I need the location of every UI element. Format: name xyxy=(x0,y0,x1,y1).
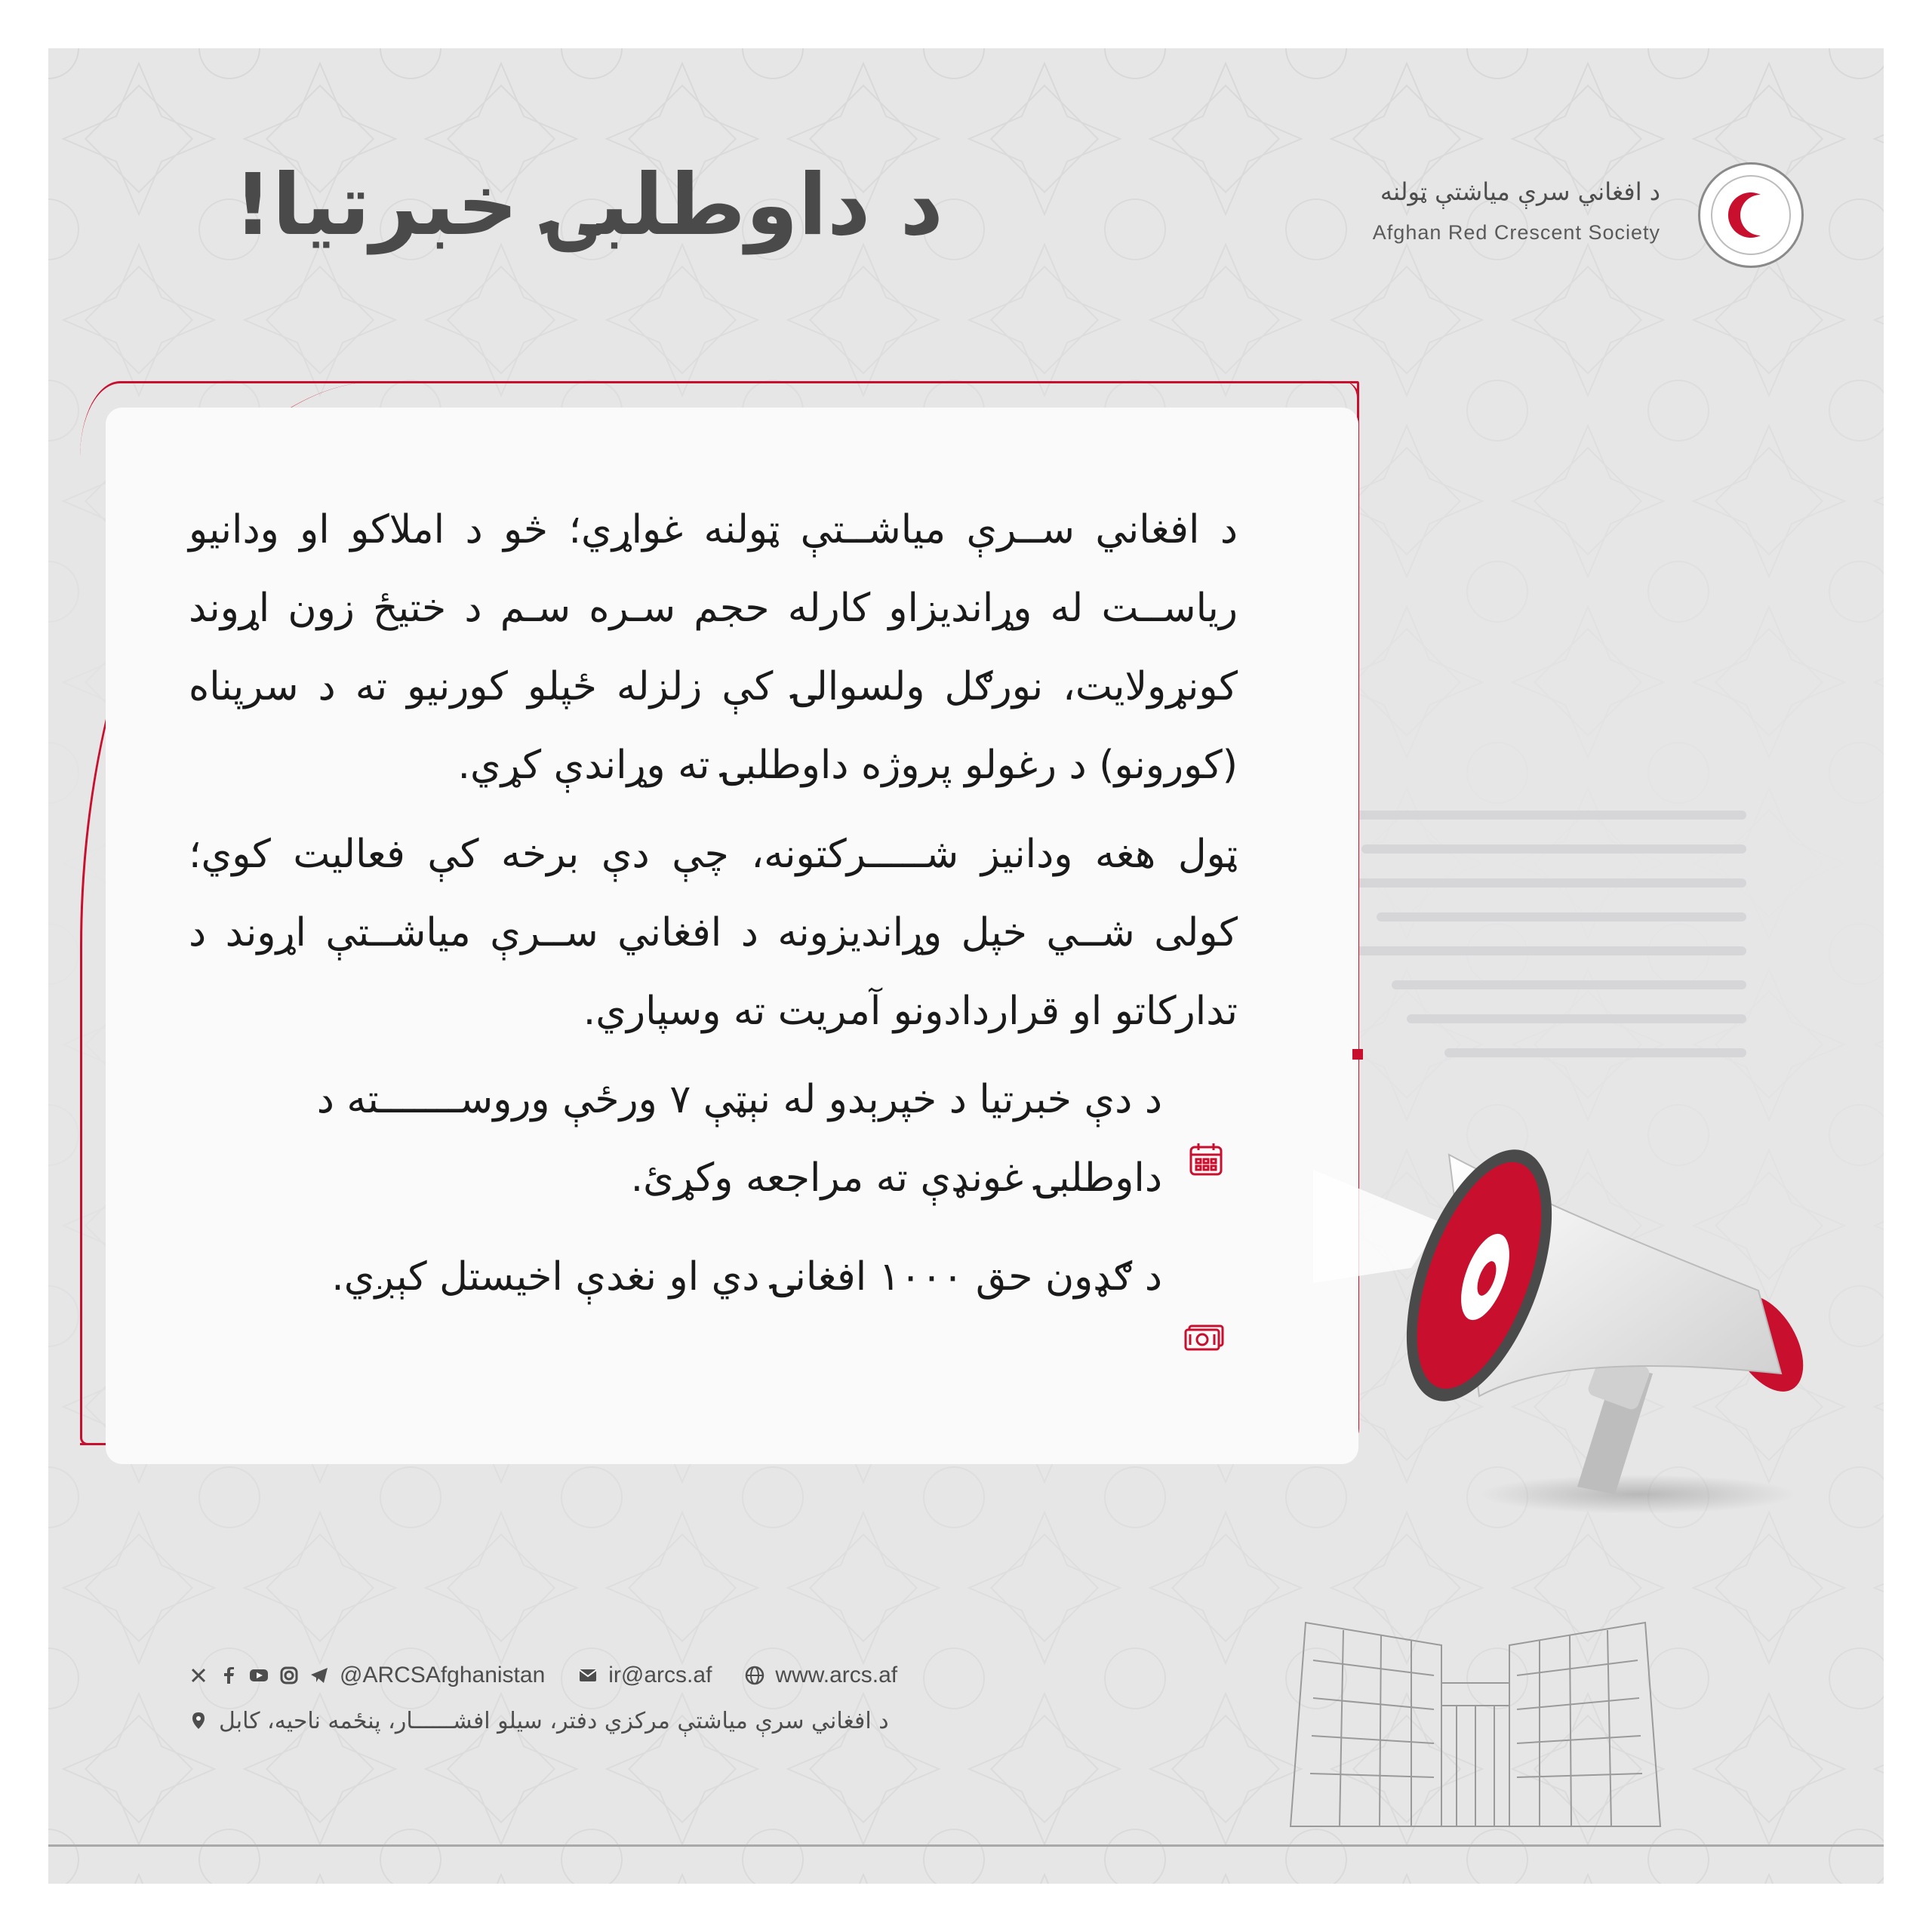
headquarters-building-drawing xyxy=(1268,1600,1683,1841)
bullet-fee: د ګډون حق ۱۰۰۰ افغانۍ دي او نغدې اخیستل کېږي. xyxy=(331,1254,1162,1300)
youtube-icon[interactable] xyxy=(249,1666,269,1685)
notice-paragraph-2: ټول هغه ودانیز شـــــرکتونه، چې دې برخه کې فعالیت کوي؛ کولی شــي خپل وړاندیزونه د افغاني ســرې میاشــتې اړوند د تدارکاتو او قراردادونو آمریت ته وسپاري. xyxy=(189,832,1238,1034)
org-logo-block xyxy=(1351,162,1804,313)
facebook-icon[interactable] xyxy=(219,1666,238,1685)
page-title: د داوطلبۍ خبرتیا! xyxy=(233,156,943,254)
footer-contact-row xyxy=(189,1660,943,1690)
calendar-icon xyxy=(1186,1140,1226,1179)
ground-line xyxy=(48,1844,1884,1847)
org-name-pashto: د افغاني سرې میاشتې ټولنه xyxy=(1380,177,1660,206)
telegram-icon[interactable] xyxy=(309,1666,329,1685)
website-link[interactable]: www.arcs.af xyxy=(775,1663,898,1687)
footer-address-row xyxy=(189,1702,943,1740)
megaphone-illustration xyxy=(1298,1041,1826,1524)
location-pin-icon xyxy=(189,1711,208,1730)
x-icon[interactable] xyxy=(189,1666,208,1685)
bullet-deadline: د دې خبرتیا د خپرېدو له نېټې ۷ ورځې وروســـــــته د داوطلبۍ غونډې ته مراجعه وکړئ. xyxy=(316,1077,1162,1201)
notice-paragraph-1: د افغاني ســرې میاشــتې ټولنه غواړي؛ څو د املاکو او ودانیو ریاســت له وړاندیزاو کارله حجم سـره سـم د ختیځ زون اړوند کونړولایت، نورګل ولسوالۍ کې زلزله ځپلو کورنیو ته د سرپناه (کورونو) د رغولو پروژه داوطلبۍ ته وړاندې کړي. xyxy=(189,507,1238,788)
instagram-icon[interactable] xyxy=(279,1666,299,1685)
money-icon xyxy=(1183,1317,1223,1356)
globe-icon xyxy=(745,1666,764,1685)
email-link[interactable]: ir@arcs.af xyxy=(608,1663,712,1687)
email-icon xyxy=(578,1666,598,1685)
org-name-english: Afghan Red Crescent Society xyxy=(1372,221,1660,244)
social-handle[interactable]: @ARCSAfghanistan xyxy=(340,1663,546,1687)
red-crescent-logo-icon xyxy=(1698,162,1804,268)
address-text: د افغاني سرې میاشتې مرکزي دفتر، سیلو افشــــــار، پنځمه ناحیه، کابل xyxy=(219,1707,889,1734)
